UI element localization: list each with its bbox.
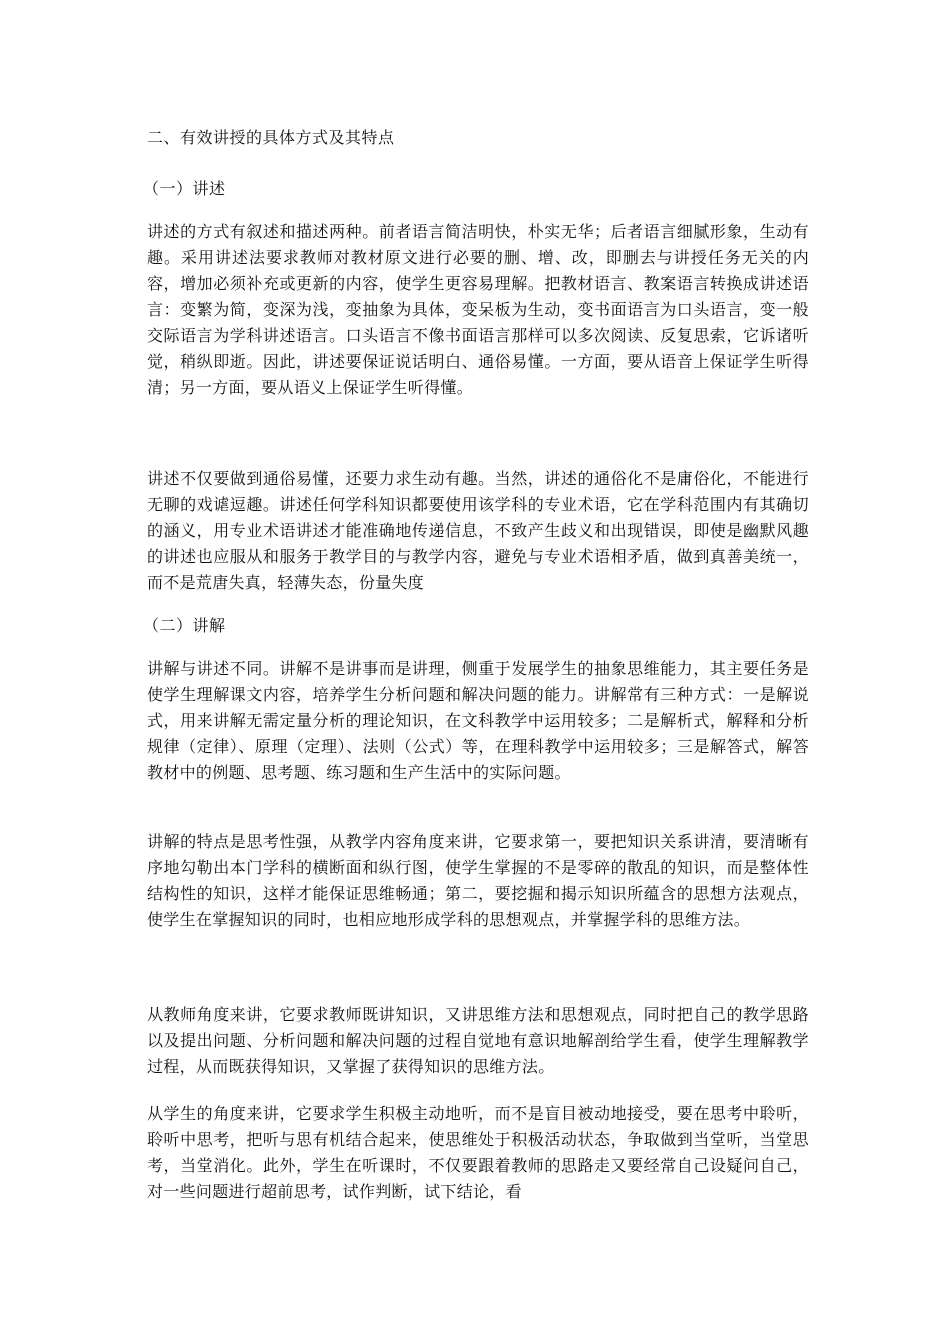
paragraph-narration-2: 讲述不仅要做到通俗易懂，还要力求生动有趣。当然，讲述的通俗化不是庸俗化，不能进行无聊的戏谑逗趣。讲述任何学科知识都要使用该学科的专业术语，它在学科范围内有其确切的涵义，用专业术语讲述才能准确地传递信息，不致产生歧义和出现错误，即使是幽默风趣的讲述也应服从和服务于教学目的与教学内容，避免与专业术语相矛盾，做到真善美统一，而不是荒唐失真，轻薄失态，份量失度 (147, 469, 809, 592)
section-title: 二、有效讲授的具体方式及其特点 (147, 128, 395, 147)
paragraph-explanation-4: 从学生的角度来讲，它要求学生积极主动地听，而不是盲目被动地接受，要在思考中聆听，聆听中思考，把听与思有机结合起来，使思维处于积极活动状态，争取做到当堂听，当堂思考，当堂消化。此外，学生在听课时，不仅要跟着教师的思路走又要经常自己设疑问自己，对一些问题进行超前思考，试作判断，试下结论，看 (147, 1104, 809, 1201)
paragraph-explanation-1: 讲解与讲述不同。讲解不是讲事而是讲理，侧重于发展学生的抽象思维能力，其主要任务是使学生理解课文内容，培养学生分析问题和解决问题的能力。讲解常有三种方式：一是解说式，用来讲解无需定量分析的理论知识，在文科教学中运用较多；二是解析式，解释和分析规律（定律）、原理（定理）、法则（公式）等，在理科教学中运用较多；三是解答式，解答教材中的例题、思考题、练习题和生产生活中的实际问题。 (147, 659, 809, 782)
paragraph-explanation-2: 讲解的特点是思考性强，从教学内容角度来讲，它要求第一，要把知识关系讲清，要清晰有序地勾勒出本门学科的横断面和纵行图，使学生掌握的不是零碎的散乱的知识，而是整体性结构性的知识，这样才能保证思维畅通；第二，要挖掘和揭示知识所蕴含的思想方法观点，使学生在掌握知识的同时，也相应地形成学科的思想观点，并掌握学科的思维方法。 (147, 832, 809, 929)
subsection-heading-narration: （一）讲述 (143, 179, 226, 198)
subsection-heading-explanation: （二）讲解 (143, 616, 226, 635)
paragraph-narration-1: 讲述的方式有叙述和描述两种。前者语言简洁明快，朴实无华；后者语言细腻形象，生动有趣。采用讲述法要求教师对教材原文进行必要的删、增、改，即删去与讲授任务无关的内容，增加必须补充或更新的内容，使学生更容易理解。把教材语言、教案语言转换成讲述语言：变繁为简，变深为浅，变抽象为具体，变呆板为生动，变书面语言为口头语言，变一般交际语言为学科讲述语言。口头语言不像书面语言那样可以多次阅读、反复思索，它诉诸听觉，稍纵即逝。因此，讲述要保证说话明白、通俗易懂。一方面，要从语音上保证学生听得清；另一方面，要从语义上保证学生听得懂。 (147, 222, 809, 397)
paragraph-explanation-3: 从教师角度来讲，它要求教师既讲知识，又讲思维方法和思想观点，同时把自己的教学思路以及提出问题、分析问题和解决问题的过程自觉地有意识地解剖给学生看，使学生理解教学过程，从而既获得知识，又掌握了获得知识的思维方法。 (147, 1005, 809, 1076)
